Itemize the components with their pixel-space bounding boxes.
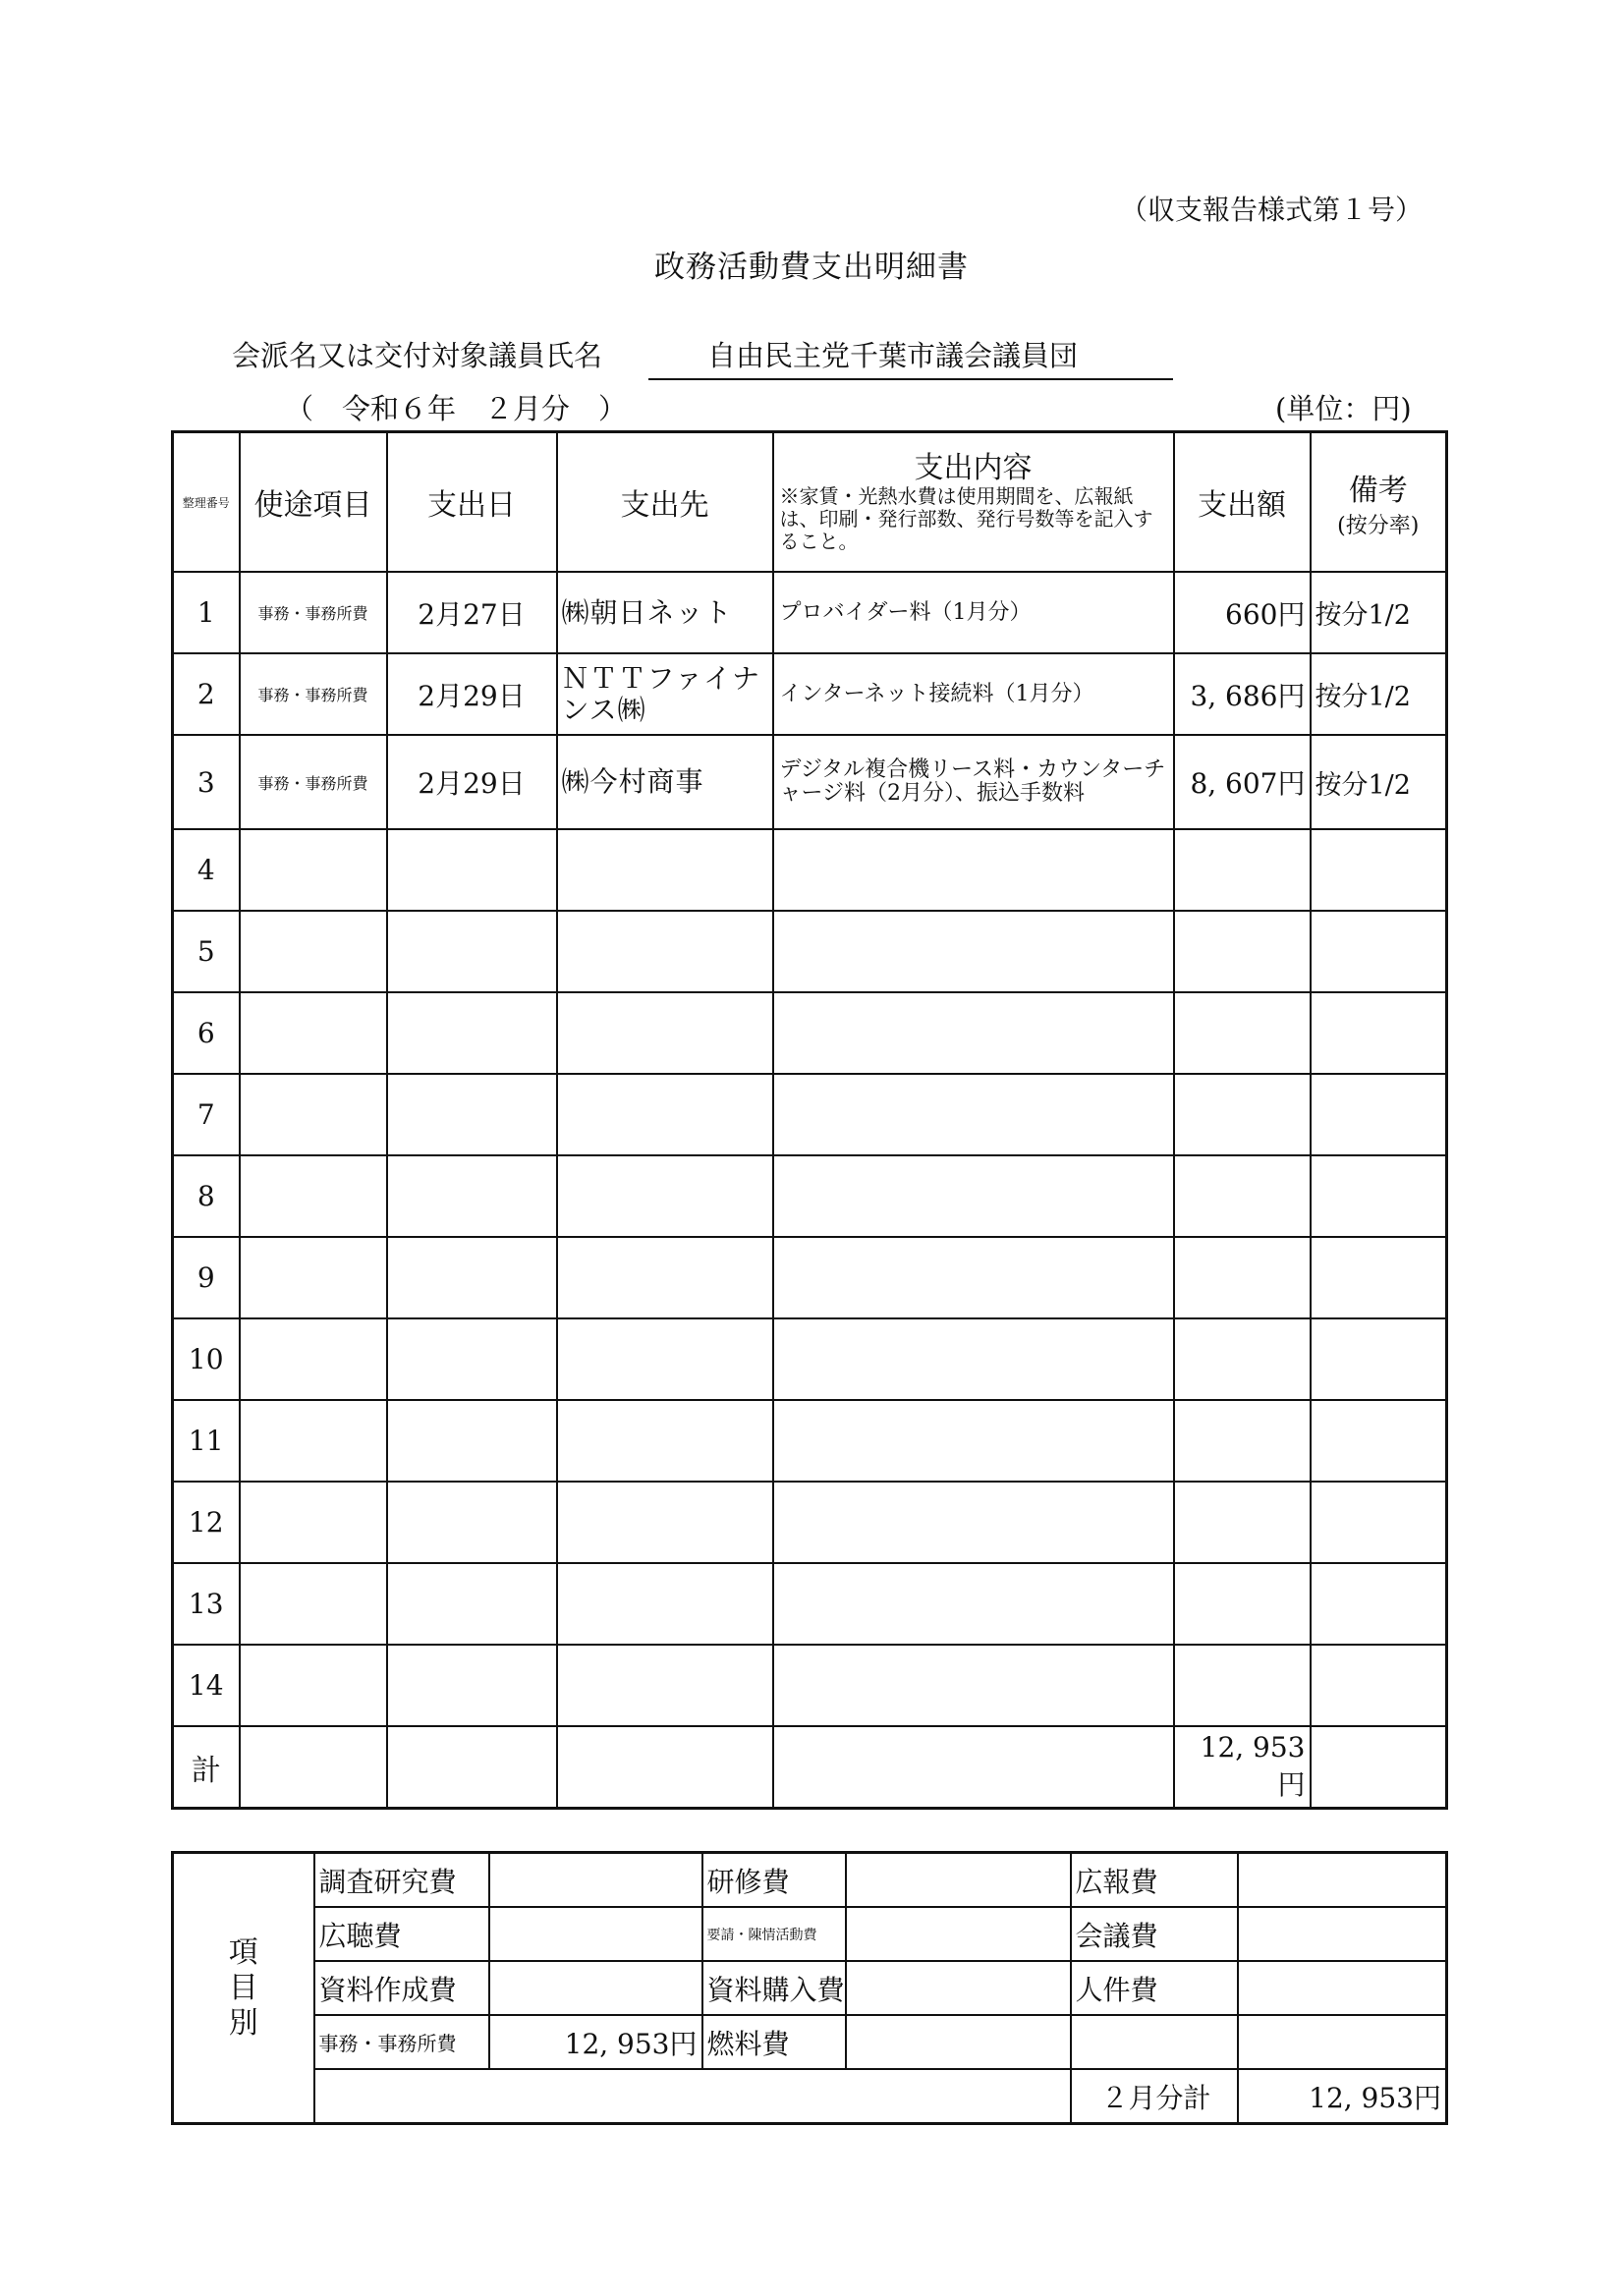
- row-payee: ㈱朝日ネット: [557, 572, 773, 653]
- table-row: [173, 829, 1447, 911]
- row-use: [240, 1318, 387, 1400]
- row-note: [1311, 1400, 1447, 1482]
- row-date: [387, 1563, 557, 1645]
- row-note: [1311, 1237, 1447, 1318]
- header-note: [1311, 432, 1447, 573]
- row-date: [387, 1237, 557, 1318]
- table-row: [173, 653, 1447, 735]
- cat-value: [846, 1853, 1071, 1908]
- row-note: [1311, 1074, 1447, 1155]
- row-note: 按分1/2: [1311, 572, 1447, 653]
- row-date: 2月29日: [387, 735, 557, 829]
- faction-label: 会派名又は交付対象議員氏名: [232, 339, 603, 372]
- total-empty-payee: [557, 1726, 773, 1809]
- row-amount: [1174, 1318, 1311, 1400]
- row-content: [773, 829, 1174, 911]
- row-date: [387, 1318, 557, 1400]
- document-title: 政務活動費支出明細書: [654, 250, 969, 285]
- header-use: 使途項目: [240, 432, 387, 573]
- row-date: 2月27日: [387, 572, 557, 653]
- cat-value: [846, 1907, 1071, 1961]
- row-use: 事務・事務所費: [240, 653, 387, 735]
- table-row: [173, 1318, 1447, 1400]
- table-row: [173, 1645, 1447, 1726]
- row-note: 按分1/2: [1311, 653, 1447, 735]
- cat-value: [1238, 1853, 1447, 1908]
- row-content: [773, 1482, 1174, 1563]
- row-number: 5: [173, 911, 240, 992]
- row-content: [773, 1400, 1174, 1482]
- row-amount: [1174, 1155, 1311, 1237]
- row-amount: [1174, 1563, 1311, 1645]
- header-no: 整理番号: [173, 432, 240, 573]
- row-amount: [1174, 992, 1311, 1074]
- header-date: 支出日: [387, 432, 557, 573]
- row-payee: [557, 1645, 773, 1726]
- row-content: インターネット接続料（1月分）: [773, 653, 1174, 735]
- expense-table: [171, 430, 1448, 1810]
- row-date: [387, 1155, 557, 1237]
- cat-label: 調査研究費: [314, 1853, 489, 1908]
- category-side-label: [173, 1853, 314, 2124]
- cat-label: 会議費: [1071, 1907, 1238, 1961]
- row-note: [1311, 1318, 1447, 1400]
- row-amount: [1174, 1237, 1311, 1318]
- row-use: [240, 829, 387, 911]
- form-number: （収支報告様式第１号）: [1120, 194, 1424, 226]
- row-date: [387, 911, 557, 992]
- cat-value: [489, 1907, 702, 1961]
- row-payee: [557, 1563, 773, 1645]
- total-empty-use: [240, 1726, 387, 1809]
- cat-value: [846, 1961, 1071, 2015]
- row-amount: 8, 607円: [1174, 735, 1311, 829]
- total-label: 計: [173, 1726, 240, 1809]
- row-amount: [1174, 1074, 1311, 1155]
- total-empty-date: [387, 1726, 557, 1809]
- total-amount: 12, 953円: [1174, 1726, 1311, 1809]
- row-content: [773, 1645, 1174, 1726]
- row-content: [773, 1074, 1174, 1155]
- header-amount: 支出額: [1174, 432, 1311, 573]
- total-row: [173, 1726, 1447, 1809]
- row-number: 1: [173, 572, 240, 653]
- cat-label: 資料購入費: [702, 1961, 846, 2015]
- row-date: 2月29日: [387, 653, 557, 735]
- row-date: [387, 1400, 557, 1482]
- row-use: [240, 1563, 387, 1645]
- row-payee: [557, 992, 773, 1074]
- table-row: [173, 1400, 1447, 1482]
- row-amount: 660円: [1174, 572, 1311, 653]
- table-row: [173, 1482, 1447, 1563]
- header-note-sub: (按分率): [1337, 513, 1420, 538]
- header-content-note: ※家賃・光熱水費は使用期間を、広報紙は、印刷・発行部数、発行号数等を記入すること。: [779, 483, 1153, 553]
- cat-value: [846, 2015, 1071, 2069]
- row-date: [387, 1645, 557, 1726]
- row-note: 按分1/2: [1311, 735, 1447, 829]
- row-number: 10: [173, 1318, 240, 1400]
- row-content: [773, 911, 1174, 992]
- report-period: （ 令和６年 ２月分 ）: [285, 392, 628, 425]
- row-note: [1311, 1482, 1447, 1563]
- row-number: 14: [173, 1645, 240, 1726]
- cat-value: [1238, 2015, 1447, 2069]
- row-date: [387, 992, 557, 1074]
- row-payee: ㈱今村商事: [557, 735, 773, 829]
- header-content: [773, 432, 1174, 573]
- cat-label: 人件費: [1071, 1961, 1238, 2015]
- table-row: [173, 735, 1447, 829]
- cat-value: [489, 1961, 702, 2015]
- cat-value: [1238, 1961, 1447, 2015]
- row-number: 9: [173, 1237, 240, 1318]
- cat-value: 12, 953円: [489, 2015, 702, 2069]
- row-use: [240, 1155, 387, 1237]
- table-row: [173, 911, 1447, 992]
- row-payee: [557, 911, 773, 992]
- row-content: [773, 1318, 1174, 1400]
- row-date: [387, 829, 557, 911]
- cat-value: [489, 1853, 702, 1908]
- month-total-label: ２月分計: [1071, 2069, 1238, 2124]
- row-number: 11: [173, 1400, 240, 1482]
- row-amount: [1174, 1482, 1311, 1563]
- cat-label: 燃料費: [702, 2015, 846, 2069]
- row-use: 事務・事務所費: [240, 572, 387, 653]
- header-note-title: 備考: [1348, 473, 1408, 508]
- table-row: [173, 1155, 1447, 1237]
- row-number: 3: [173, 735, 240, 829]
- total-empty-content: [773, 1726, 1174, 1809]
- row-amount: [1174, 829, 1311, 911]
- row-payee: [557, 1400, 773, 1482]
- cat-value: [1238, 1907, 1447, 1961]
- row-number: 8: [173, 1155, 240, 1237]
- row-note: [1311, 992, 1447, 1074]
- row-payee: [557, 1155, 773, 1237]
- row-use: [240, 1074, 387, 1155]
- table-row: [173, 1563, 1447, 1645]
- row-payee: [557, 1482, 773, 1563]
- row-content: プロバイダー料（1月分）: [773, 572, 1174, 653]
- table-row: [173, 1237, 1447, 1318]
- row-use: 事務・事務所費: [240, 735, 387, 829]
- header-content-title: 支出内容: [914, 450, 1033, 485]
- row-number: 7: [173, 1074, 240, 1155]
- row-note: [1311, 1645, 1447, 1726]
- category-side-text: 項目別: [228, 1934, 258, 2041]
- row-use: [240, 1645, 387, 1726]
- cat-label: 資料作成費: [314, 1961, 489, 2015]
- cat-label: [1071, 2015, 1238, 2069]
- row-note: [1311, 911, 1447, 992]
- row-number: 13: [173, 1563, 240, 1645]
- table-row: [173, 992, 1447, 1074]
- cat-label: 研修費: [702, 1853, 846, 1908]
- row-content: [773, 1155, 1174, 1237]
- table-row: [173, 1074, 1447, 1155]
- category-table: [171, 1851, 1448, 2125]
- row-note: [1311, 829, 1447, 911]
- row-date: [387, 1482, 557, 1563]
- row-content: [773, 1237, 1174, 1318]
- row-number: 6: [173, 992, 240, 1074]
- cat-label: 広報費: [1071, 1853, 1238, 1908]
- header-payee: 支出先: [557, 432, 773, 573]
- row-content: [773, 1563, 1174, 1645]
- month-total-value: 12, 953円: [1238, 2069, 1447, 2124]
- row-amount: [1174, 1400, 1311, 1482]
- row-payee: [557, 1074, 773, 1155]
- cat-label: 事務・事務所費: [314, 2015, 489, 2069]
- row-date: [387, 1074, 557, 1155]
- row-payee: [557, 1237, 773, 1318]
- row-use: [240, 1482, 387, 1563]
- row-amount: [1174, 1645, 1311, 1726]
- row-payee: [557, 1318, 773, 1400]
- row-use: [240, 911, 387, 992]
- row-number: 12: [173, 1482, 240, 1563]
- faction-name: 自由民主党千葉市議会議員団: [648, 334, 1173, 380]
- month-total-blank: [314, 2069, 1071, 2124]
- table-header-row: [173, 432, 1447, 573]
- cat-label: 要請・陳情活動費: [702, 1907, 846, 1961]
- row-use: [240, 992, 387, 1074]
- row-payee: ＮＴＴファイナンス㈱: [557, 653, 773, 735]
- row-use: [240, 1400, 387, 1482]
- unit-label: (単位：円): [1275, 392, 1412, 425]
- cat-label: 広聴費: [314, 1907, 489, 1961]
- row-number: 4: [173, 829, 240, 911]
- row-amount: [1174, 911, 1311, 992]
- row-use: [240, 1237, 387, 1318]
- row-content: [773, 992, 1174, 1074]
- row-number: 2: [173, 653, 240, 735]
- row-amount: 3, 686円: [1174, 653, 1311, 735]
- table-row: [173, 572, 1447, 653]
- row-note: [1311, 1563, 1447, 1645]
- row-payee: [557, 829, 773, 911]
- row-content: デジタル複合機リース料・カウンターチャージ料（2月分）、振込手数料: [773, 735, 1174, 829]
- row-note: [1311, 1155, 1447, 1237]
- total-empty-note: [1311, 1726, 1447, 1809]
